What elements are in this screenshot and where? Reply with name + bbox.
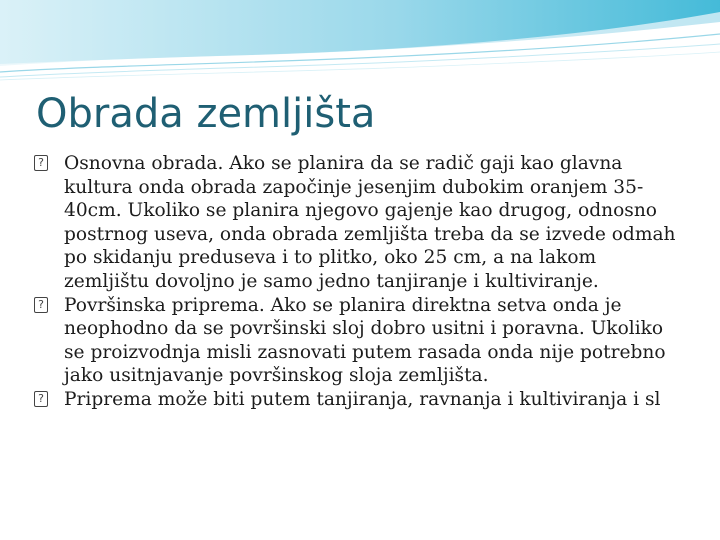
bullet-item bbox=[34, 388, 686, 412]
bullet-text: Priprema može biti putem tanjiranja, ravnanja i kultiviranja i sl bbox=[64, 388, 661, 410]
bullet-item bbox=[34, 152, 686, 294]
header-wave-decoration bbox=[0, 0, 720, 90]
bullet-text: Osnovna obrada. Ako se planira da se radič gaji kao glavna kultura onda obrada započinje jesenjim dubokim oranjem 35-40cm. Ukoliko se planira njegovo gajenje kao drugog, odnosno postrnog useva, onda obrada zemljišta treba da se izvede odmah po skidanju preduseva i to plitko, oko 25 cm, a na lakom zemljištu dovoljno je samo jedno tanjiranje i kultiviranje. bbox=[64, 153, 676, 292]
bullet-list bbox=[34, 152, 686, 412]
slide-title: Obrada zemljišta bbox=[36, 91, 376, 137]
bullet-item bbox=[34, 294, 686, 388]
missing-glyph-bullet-icon: ? bbox=[34, 297, 48, 313]
missing-glyph-bullet-icon: ? bbox=[34, 391, 48, 407]
bullet-text: Površinska priprema. Ako se planira direktna setva onda je neophodno da se površinski sloj dobro usitni i poravna. Ukoliko se proizvodnja misli zasnovati putem rasada onda nije potrebno jako usitnjavanje površinskog sloja zemljišta. bbox=[64, 294, 666, 387]
missing-glyph-bullet-icon: ? bbox=[34, 155, 48, 171]
